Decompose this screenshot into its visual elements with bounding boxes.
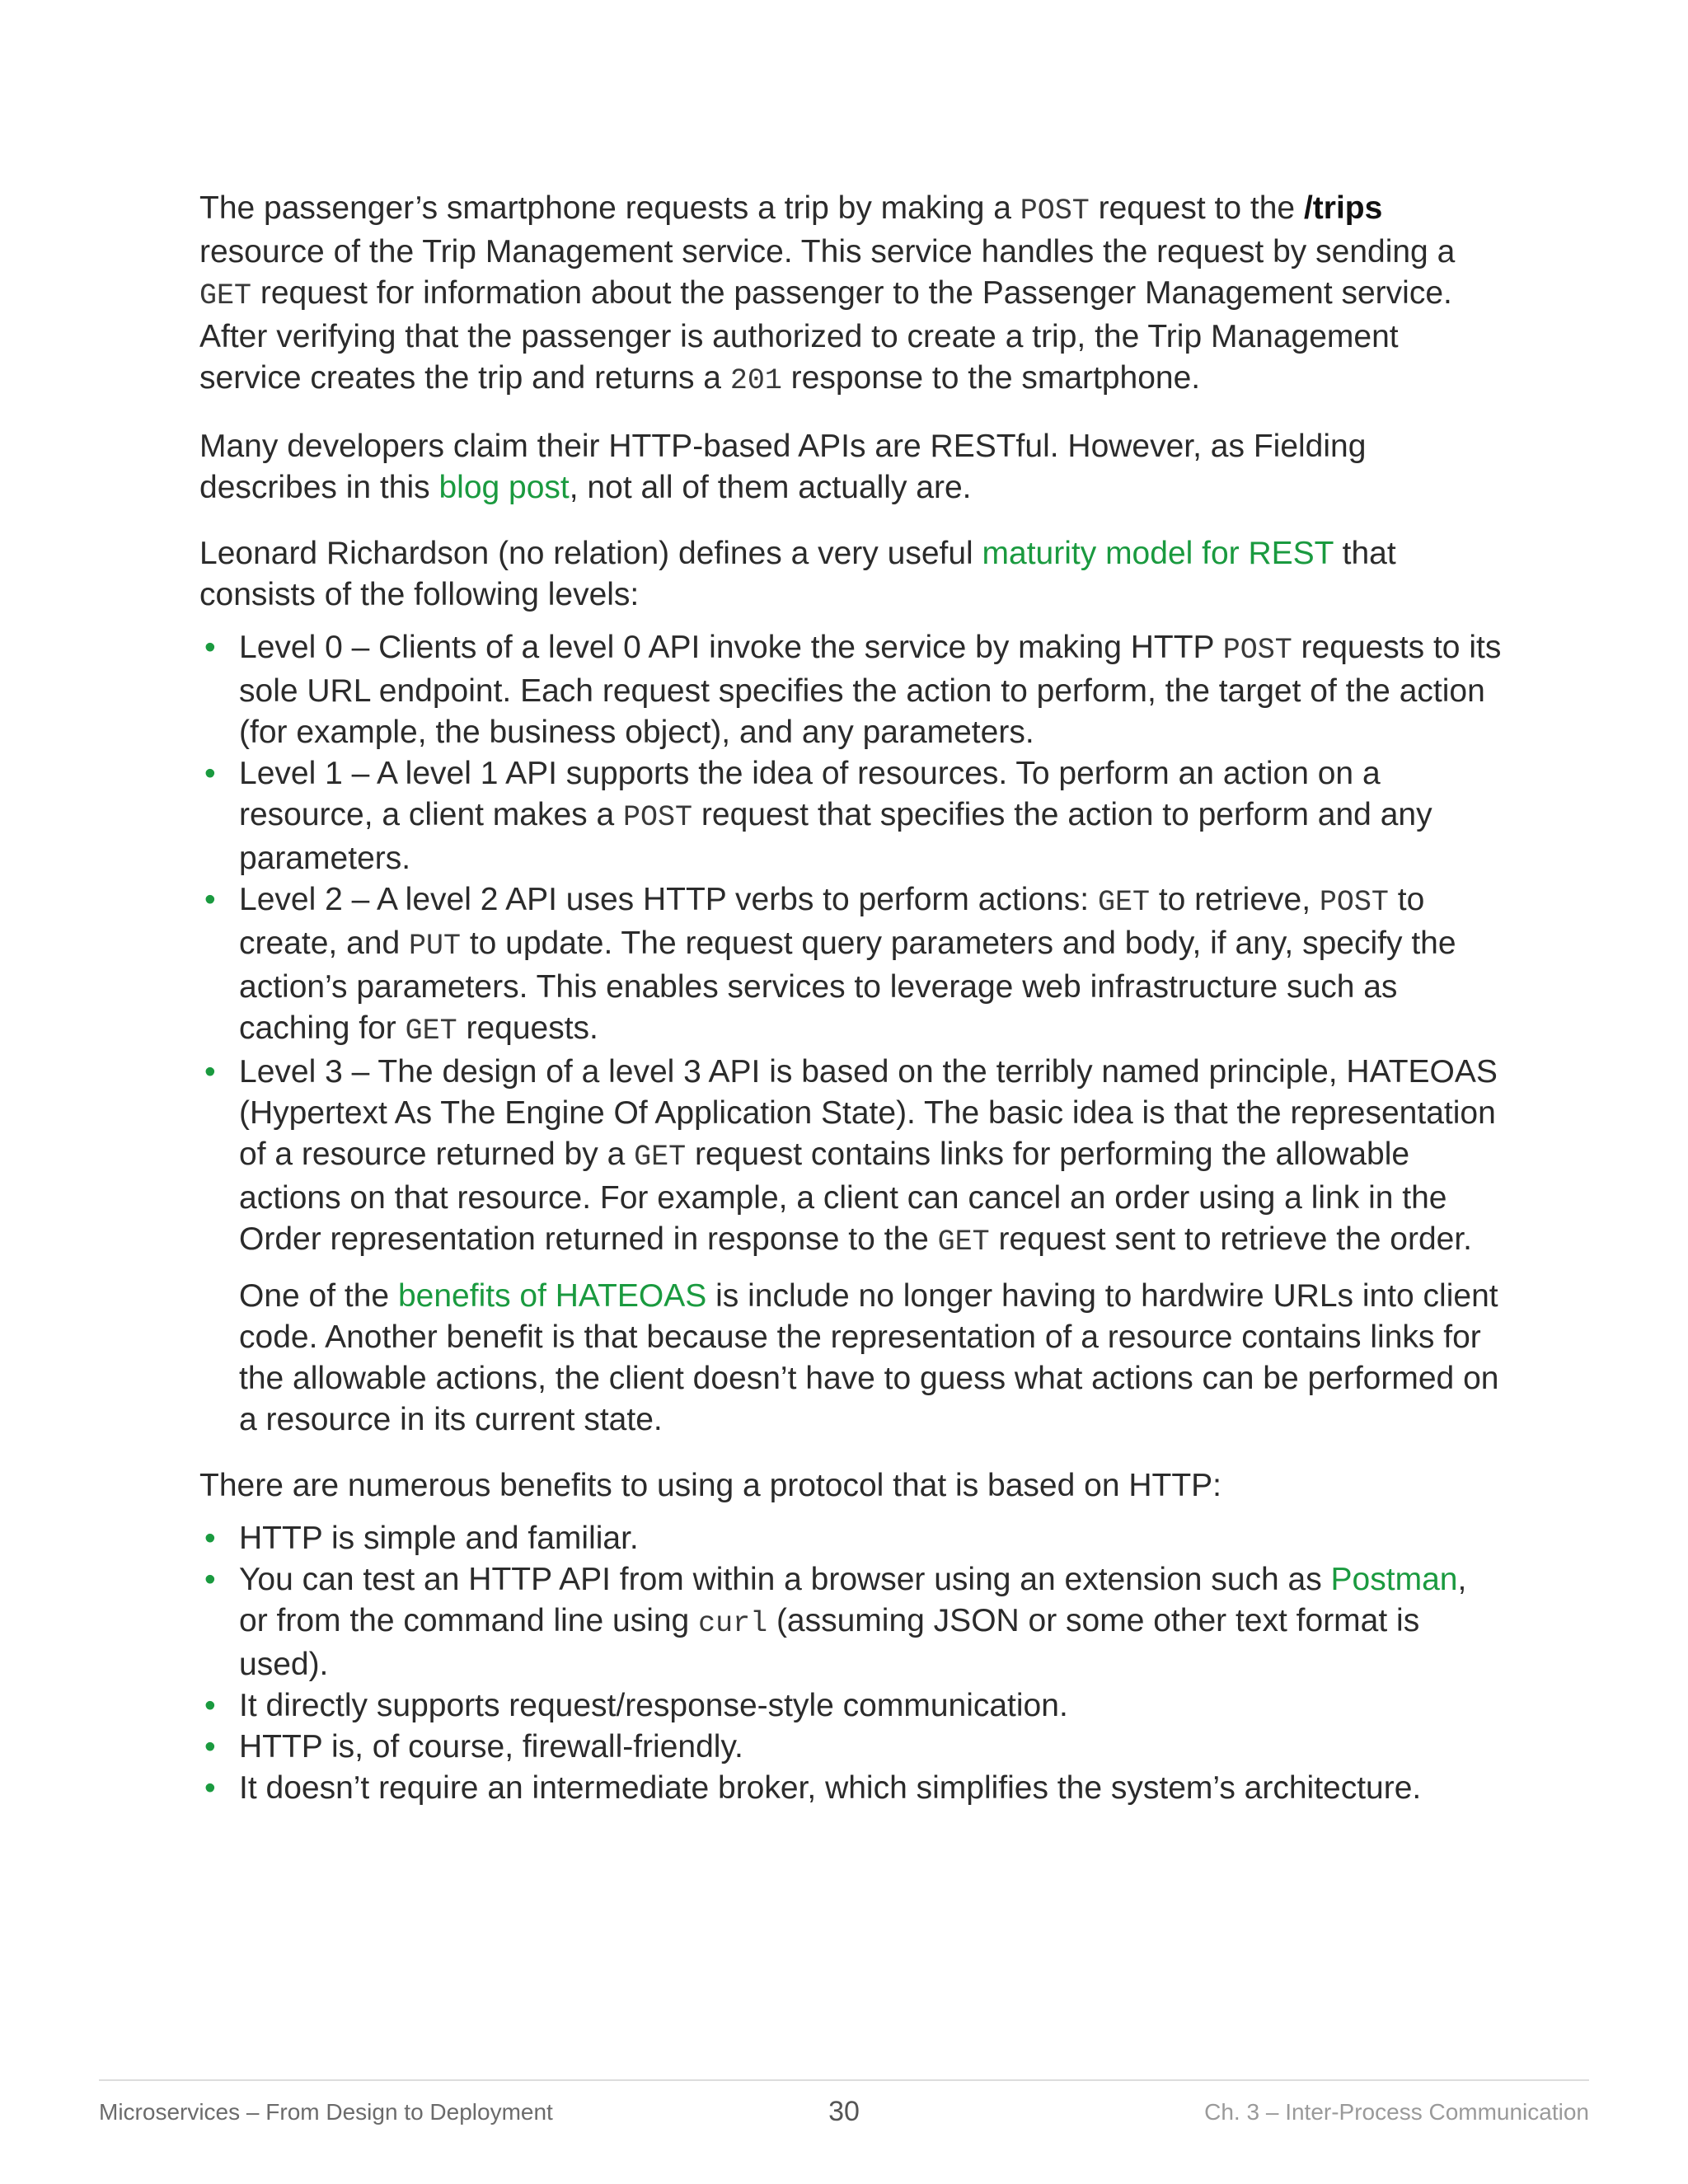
code-post: POST (623, 801, 693, 834)
text: Leonard Richardson (no relation) defines a very useful (199, 536, 982, 571)
maturity-model-link[interactable]: maturity model for REST (982, 536, 1334, 571)
trips-resource: /trips (1303, 190, 1383, 226)
code-put: PUT (408, 930, 461, 963)
code-curl: curl (698, 1607, 768, 1640)
text: Level 0 – Clients of a level 0 API invoke the service by making HTTP (239, 630, 1223, 665)
paragraph-restful-claim (199, 426, 1502, 509)
text: request sent to retrieve the order. (989, 1221, 1473, 1257)
list-item-benefit: • HTTP is simple and familiar. (199, 1518, 1502, 1559)
code-post: POST (1222, 634, 1292, 667)
text: Many developers claim their HTTP-based APIs are RESTful. However, as Fielding describes in this (199, 429, 1367, 505)
text: request contains links for performing the allowable actions on that resource. For example, a client can cancel an order using a link in the Order representation returned in response to the (239, 1137, 1447, 1257)
code-get: GET (1097, 886, 1150, 919)
text: Level 2 – A level 2 API uses HTTP verbs to perform actions: (239, 882, 1098, 917)
list-item-level-0 (199, 627, 1502, 753)
text: that consists of the following levels: (199, 536, 1396, 612)
page-footer (99, 2079, 1589, 2127)
text: is include no longer having to hardwire URLs into client code. Another benefit is that because the representation of a resource contains links for the allowable actions, the client doesn’t have to guess what actions can be performed on a resource in its current state. (239, 1278, 1499, 1437)
text: to create, and (239, 882, 1425, 961)
text: resource of the Trip Management service. This service handles the request by sending a (199, 234, 1456, 269)
http-benefits-list (199, 1518, 1502, 1809)
code-get: GET (937, 1226, 990, 1258)
text: to retrieve, (1149, 882, 1320, 917)
text: request for information about the passenger to the Passenger Management service. After verifying that the passenger is authorized to create a trip, the Trip Management service creates the trip and returns a (199, 275, 1452, 396)
text: requests. (457, 1010, 598, 1046)
footer-chapter-title: Ch. 3 – Inter-Process Communication (1204, 2099, 1589, 2125)
text: request to the (1089, 190, 1304, 226)
text: , not all of them actually are. (569, 470, 972, 505)
code-201: 201 (729, 364, 782, 397)
text: The passenger’s smartphone requests a trip by making a (199, 190, 1020, 226)
list-item-benefit: • HTTP is, of course, firewall-friendly. (199, 1727, 1502, 1768)
list-item-benefit: • It doesn’t require an intermediate broker, which simplifies the system’s architecture. (199, 1768, 1502, 1809)
code-get: GET (405, 1015, 457, 1047)
text: response to the smartphone. (781, 360, 1201, 396)
list-item-level-2 (199, 879, 1502, 1052)
text: requests to its sole URL endpoint. Each request specifies the action to perform, the target of the action (for example, the business object), and any parameters. (239, 630, 1502, 750)
code-post: POST (1319, 886, 1389, 919)
blog-post-link[interactable]: blog post (438, 470, 570, 505)
code-get: GET (634, 1141, 687, 1174)
paragraph-trip-request (199, 188, 1502, 401)
list-item-benefit (199, 1559, 1502, 1685)
page-content (199, 188, 1502, 1834)
text: One of the (239, 1278, 398, 1314)
page-number: 30 (828, 2096, 860, 2127)
paragraph-http-benefits-intro: There are numerous benefits to using a protocol that is based on HTTP: (199, 1468, 1222, 1503)
paragraph-maturity-model (199, 533, 1502, 616)
text: (assuming JSON or some other text format is used). (239, 1603, 1420, 1682)
list-item-level-3 (199, 1052, 1502, 1441)
text: to update. The request query parameters and body, if any, specify the action’s parameters. This enables services to leverage web infrastructure such as caching for (239, 926, 1456, 1046)
text: Level 3 – The design of a level 3 API is based on the terribly named principle, HATEOAS (Hypertext As The Engine Of Application State). The basic idea is that the representation of a resource returned by a (239, 1054, 1498, 1172)
postman-link[interactable]: Postman (1330, 1562, 1458, 1597)
text: , or from the command line using (239, 1562, 1467, 1638)
list-item-level-1 (199, 753, 1502, 879)
text: You can test an HTTP API from within a browser using an extension such as (239, 1562, 1331, 1597)
text: request that specifies the action to perform and any parameters. (239, 797, 1432, 876)
footer-book-title: Microservices – From Design to Deployment (99, 2099, 553, 2125)
maturity-levels-list (199, 627, 1502, 1441)
text: Level 1 – A level 1 API supports the idea of resources. To perform an action on a resource, a client makes a (239, 756, 1381, 832)
code-get: GET (199, 279, 252, 312)
benefits-of-hateoas-link[interactable]: benefits of HATEOAS (397, 1278, 707, 1314)
code-post: POST (1020, 194, 1090, 227)
list-item-benefit: • It directly supports request/response-style communication. (199, 1685, 1502, 1727)
paragraph-hateoas-benefits (239, 1276, 1502, 1441)
